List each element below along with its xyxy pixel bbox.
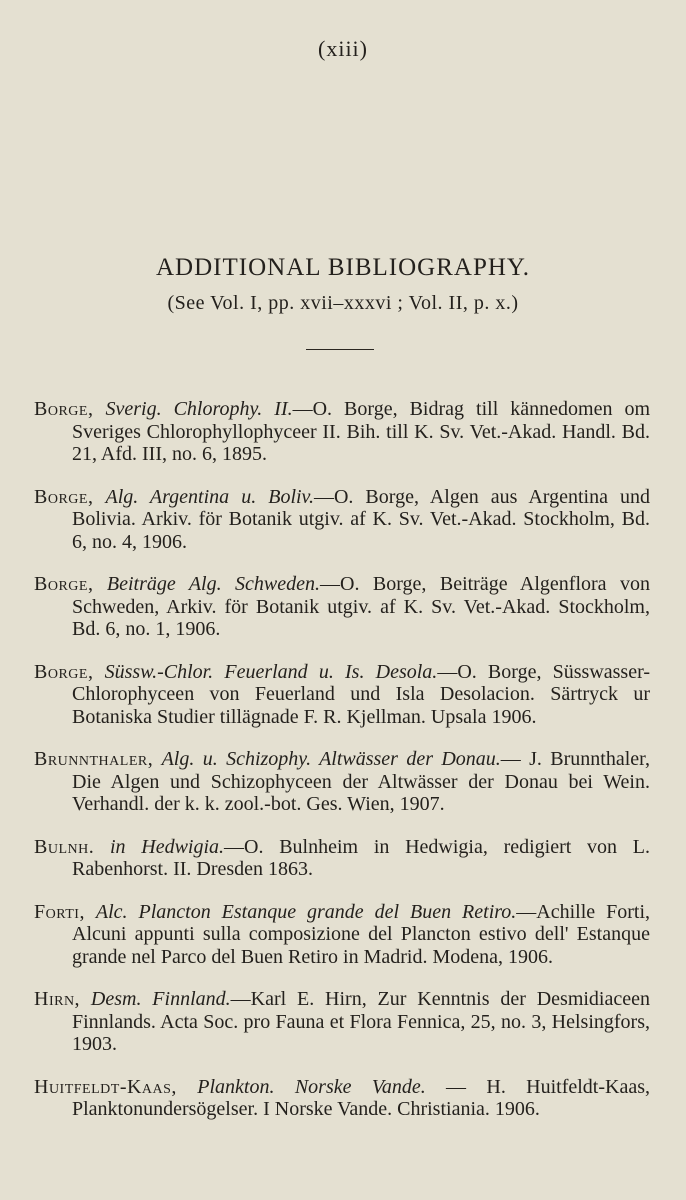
entry-citation: —O. Bulnheim in Hedwigia, redigiert von L. Rabenhorst. II. Dresden 1863. [72,835,650,880]
entry-author: Borge, [34,398,94,420]
bibliography-list [34,378,650,1132]
bibliography-entry [34,486,650,554]
entry-short-title: Alc. Plancton Estanque grande del Buen Retiro. [95,900,517,923]
entry-citation: —O. Borge, Bidrag till kännedomen om Sveriges Chlorophyllophyceer II. Bih. till K. Sv. Vet.-Akad. Handl. Bd. 21, Afd. III, no. 6, 1895. [72,398,651,465]
entry-citation: —O. Borge, Algen aus Argentina und Bolivia. Arkiv. för Botanik utgiv. af K. Sv. Vet.-Akad. Stockholm, Bd. 6, no. 4, 1906. [72,485,650,553]
bibliography-entry [34,661,650,729]
entry-author: Hirn, [34,988,81,1010]
entry-author: Brunnthaler, [34,748,154,770]
bibliography-entry [34,988,650,1056]
entry-short-title: Alg. Argentina u. Boliv. [105,485,314,508]
bibliography-entry [34,573,650,641]
entry-short-title: Beiträge Alg. Schweden. [106,573,321,595]
entry-citation: —Achille Forti, Alcuni appunti sulla composizione del Plancton estivo dell' Estanque grande nel Parco del Buen Retiro in Madrid. Modena, 1906. [72,900,651,968]
entry-short-title: Plankton. Norske Vande. [197,1075,426,1098]
entry-author: Borge, [34,660,94,683]
entry-author: Borge, [34,485,94,508]
section-title: ADDITIONAL BIBLIOGRAPHY. [156,254,530,281]
bibliography-entry [34,836,650,881]
page-number: (xiii) [318,36,368,61]
entry-short-title: Alg. u. Schizophy. Altwässer der Donau. [161,748,501,770]
entry-short-title: Desm. Finnland. [90,988,231,1010]
entry-author: Bulnh. [34,835,95,858]
bibliography-entry [34,748,650,816]
entry-citation: —O. Borge, Beiträge Algenflora von Schweden, Arkiv. för Botanik utgiv. af K. Sv. Vet.-Akad. Stockholm, Bd. 6, no. 1, 1906. [72,573,650,640]
bibliography-entry [34,901,650,969]
bibliography-entry [34,1076,650,1121]
title-divider [306,349,374,350]
entry-author: Borge, [34,573,94,595]
entry-short-title: Süssw.-Chlor. Feuerland u. Is. Desola. [104,660,438,683]
entry-citation: —O. Borge, Süsswasser-Chlorophyceen von Feuerland und Isla Desolacion. Särtryck ur Botaniska Studier tillägnade F. R. Kjellman. Upsala 1906. [72,660,650,728]
entry-citation: — J. Brunnthaler, Die Algen und Schizophyceen der Altwässer der Donau bei Wein. Verhandl. der k. k. zool.-bot. Ges. Wien, 1907. [72,748,651,815]
entry-author: Forti, [34,900,85,923]
entry-author: Huitfeldt-Kaas, [34,1075,177,1098]
entry-citation: —Karl E. Hirn, Zur Kenntnis der Desmidiaceen Finnlands. Acta Soc. pro Fauna et Flora Fennica, 25, no. 3, Helsingfors, 1903. [72,988,650,1055]
entry-short-title: Sverig. Chlorophy. II. [105,398,293,420]
section-subtitle: (See Vol. I, pp. xvii–xxxvi ; Vol. II, p. x.) [167,292,519,314]
entry-citation: — H. Huitfeldt-Kaas, Planktonundersögelser. I Norske Vande. Christiania. 1906. [72,1075,651,1120]
entry-short-title: in Hedwigia. [109,835,225,858]
bibliography-entry [34,398,650,466]
